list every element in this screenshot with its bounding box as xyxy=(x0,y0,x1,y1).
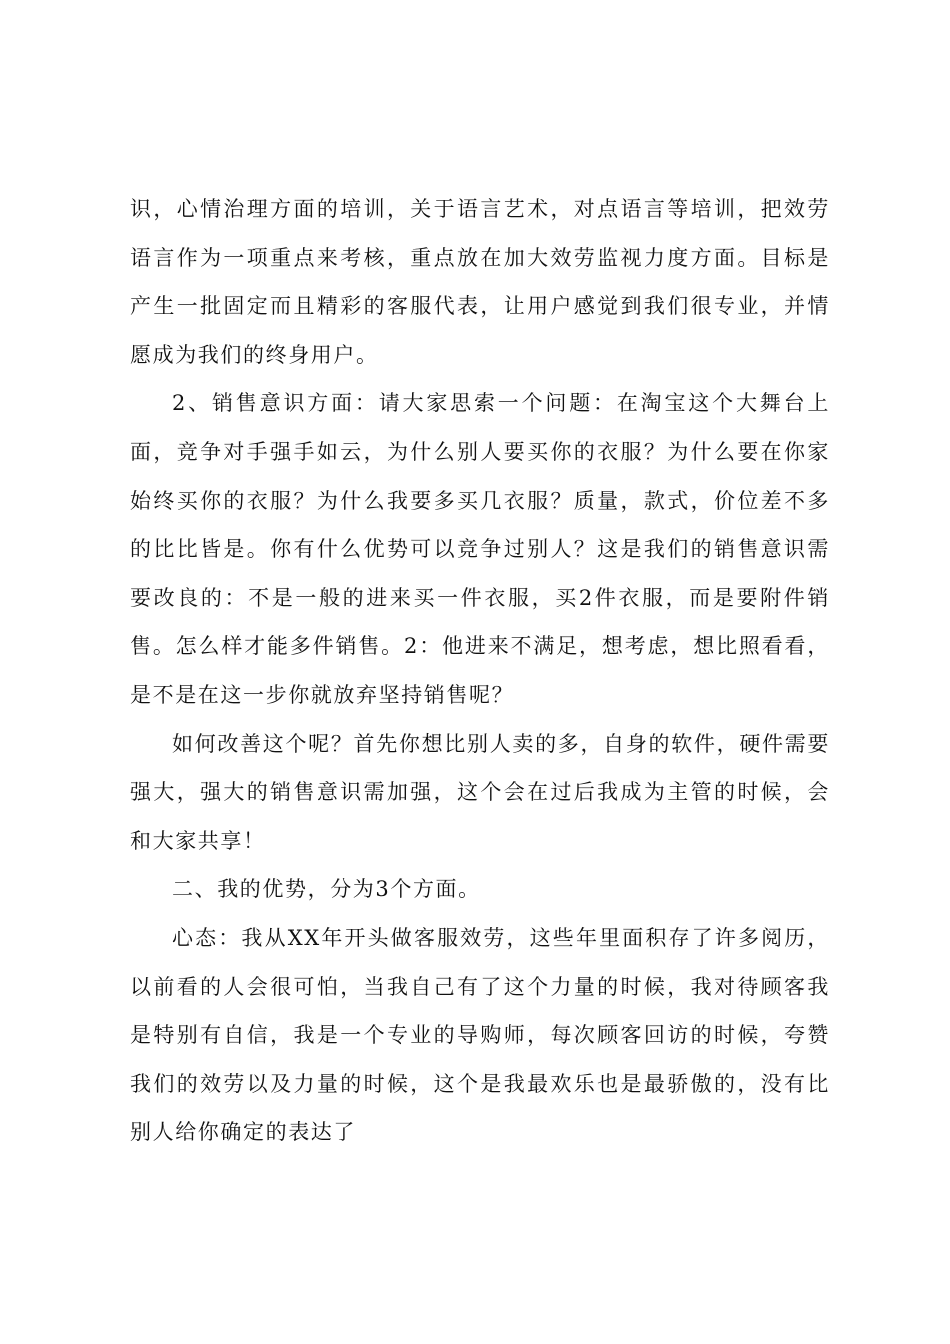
paragraph-3: 如何改善这个呢？首先你想比别人卖的多，自身的软件，硬件需要强大，强大的销售意识需加强，这个会在过后我成为主管的时候，会和大家共享！ xyxy=(130,731,830,853)
document-body xyxy=(130,185,830,1157)
paragraph-4: 二、我的优势，分为3个方面。 xyxy=(172,877,481,902)
paragraph-5: 心态：我从XX年开头做客服效劳，这些年里面积存了许多阅历，以前看的人会很可怕，当我自己有了这个力量的时候，我对待顾客我是特别有自信，我是一个专业的导购师，每次顾客回访的时候，夸赞我们的效劳以及力量的时候，这个是我最欢乐也是最骄傲的，没有比别人给你确定的表达了 xyxy=(130,925,830,1145)
paragraph-1: 识，心情治理方面的培训，关于语言艺术，对点语言等培训，把效劳语言作为一项重点来考核，重点放在加大效劳监视力度方面。目标是产生一批固定而且精彩的客服代表，让用户感觉到我们很专业，并情愿成为我们的终身用户。 xyxy=(130,197,830,367)
paragraph-2: 2、销售意识方面：请大家思索一个问题：在淘宝这个大舞台上面，竞争对手强手如云，为什么别人要买你的衣服？为什么要在你家始终买你的衣服？为什么我要多买几衣服？质量，款式，价位差不多的比比皆是。你有什么优势可以竞争过别人？这是我们的销售意识需要改良的：不是一般的进来买一件衣服，买2件衣服，而是要附件销售。怎么样才能多件销售。2：他进来不满足，想考虑，想比照看看，是不是在这一步你就放弃坚持销售呢？ xyxy=(130,391,830,707)
